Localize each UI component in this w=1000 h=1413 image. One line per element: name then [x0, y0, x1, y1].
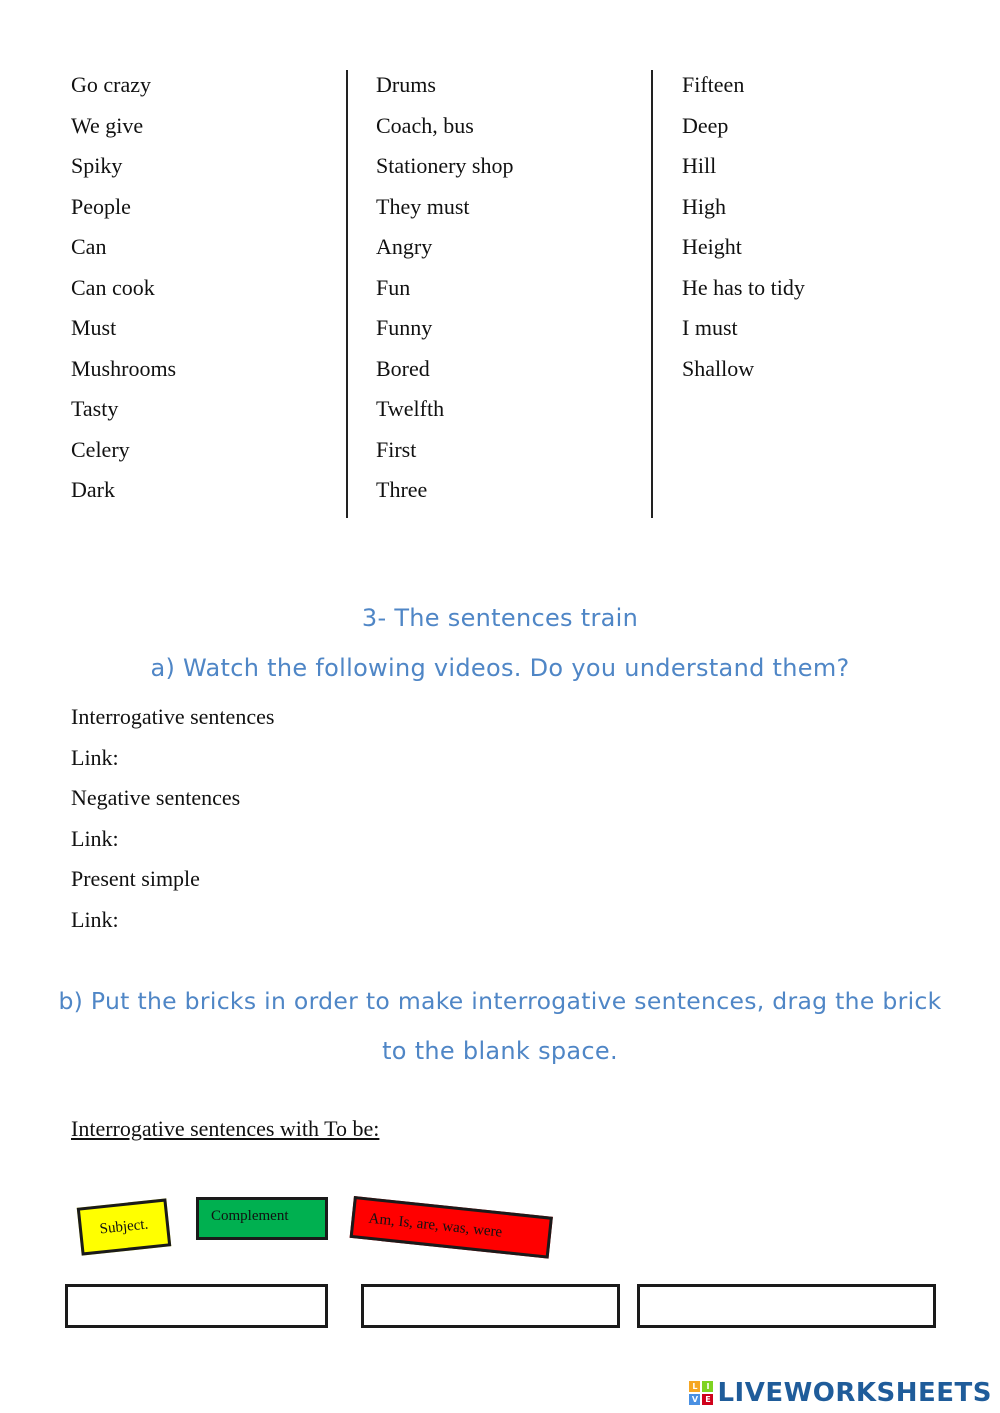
verb-brick-label: Am, Is, are, was, were [367, 1210, 503, 1241]
word-item: Three [376, 477, 428, 502]
word-item: He has to tidy [682, 274, 805, 300]
word-item: Coach, bus [376, 112, 474, 138]
word-column-3 [682, 72, 805, 396]
word-item: Bored [376, 355, 430, 381]
drop-slot-1[interactable] [65, 1284, 328, 1328]
word-item: Angry [376, 234, 433, 259]
video-link[interactable]: Link: [71, 906, 119, 932]
drop-slot-3[interactable] [637, 1284, 936, 1328]
word-item: Height [682, 234, 742, 259]
word-item: Shallow [682, 355, 755, 381]
video-link-list [71, 704, 274, 947]
word-item: Deep [682, 112, 729, 138]
video-link[interactable]: Link: [71, 825, 119, 851]
drop-slot-2[interactable] [361, 1284, 620, 1328]
word-item: Fun [376, 274, 411, 300]
subject-brick[interactable] [77, 1198, 172, 1255]
word-item: First [376, 436, 417, 462]
word-item: Can [71, 234, 107, 259]
complement-brick[interactable] [196, 1197, 328, 1240]
word-item: Fifteen [682, 72, 745, 97]
subject-brick-label: Subject. [98, 1215, 150, 1238]
word-item: I must [682, 315, 738, 340]
subheading-to-be: Interrogative sentences with To be: [71, 1116, 380, 1141]
word-item: Celery [71, 436, 130, 462]
word-item: People [71, 193, 131, 219]
complement-brick-label: Complement [211, 1208, 289, 1224]
word-columns [0, 60, 1000, 520]
word-item: Go crazy [71, 72, 152, 97]
word-column-1 [71, 72, 176, 518]
section-title: 3- The sentences train [361, 604, 639, 632]
word-item: Must [71, 315, 117, 340]
verb-brick[interactable] [350, 1196, 553, 1259]
word-item: Mushrooms [71, 355, 177, 381]
word-item: Spiky [71, 153, 123, 178]
video-topic: Interrogative sentences [71, 704, 275, 729]
column-divider [651, 70, 653, 518]
part-b-instruction: b) Put the bricks in order to make interrogative sentences, drag the brick [58, 987, 942, 1015]
word-column-2 [376, 72, 514, 518]
word-item: Stationery shop [376, 153, 514, 178]
video-topic: Negative sentences [71, 785, 241, 810]
part-b-instruction-cont: to the blank space. [382, 1037, 618, 1065]
word-item: Dark [71, 477, 115, 502]
part-a-instruction: a) Watch the following videos. Do you understand them? [150, 654, 850, 682]
word-item: Hill [682, 153, 717, 178]
word-item: High [682, 193, 726, 219]
word-item: Twelfth [376, 396, 445, 421]
liveworksheets-logo [689, 1375, 992, 1411]
column-divider [346, 70, 348, 518]
video-link[interactable]: Link: [71, 744, 119, 770]
word-item: Tasty [71, 396, 119, 421]
liveworksheets-logo-icon: L I V E [689, 1381, 713, 1405]
video-topic: Present simple [71, 866, 200, 891]
word-item: Can cook [71, 274, 155, 300]
word-item: Funny [376, 315, 433, 340]
word-item: They must [376, 193, 470, 219]
word-item: Drums [376, 72, 436, 97]
word-item: We give [71, 112, 144, 138]
brand-name: LIVEWORKSHEETS [717, 1378, 992, 1408]
